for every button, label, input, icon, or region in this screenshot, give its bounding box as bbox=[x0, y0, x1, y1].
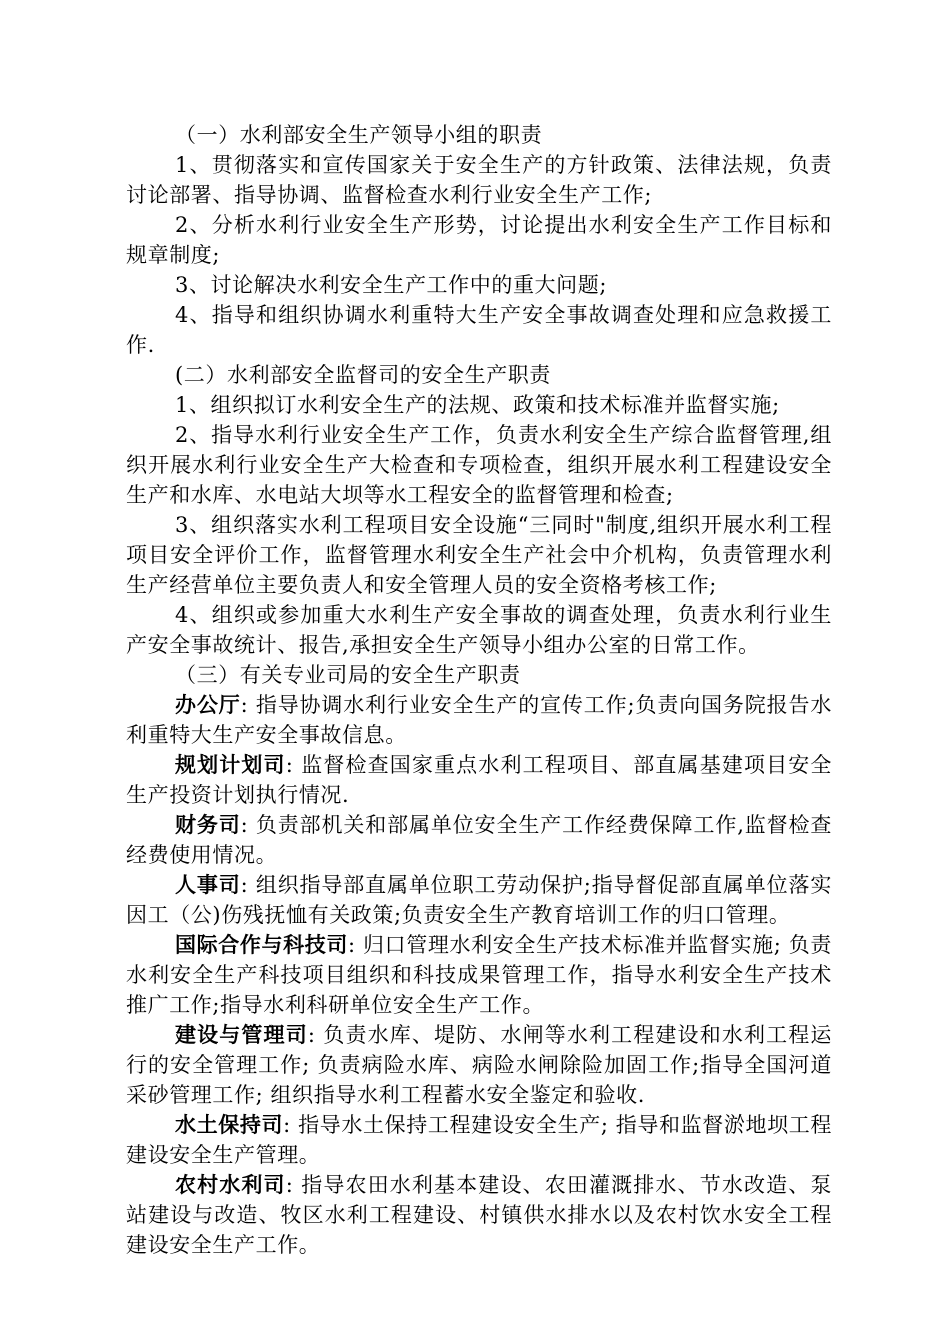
dept-soil-conservation bbox=[126, 1110, 832, 1170]
dept-duties: : 负责水库、堤防、水闸等水利工程建设和水利工程运行的安全管理工作; 负责病险水库、病险水闸除险加固工作;指导全国河道采砂管理工作; 组织指导水利工程蓄水安全鉴定和验收. bbox=[126, 1023, 832, 1107]
dept-duties: : 监督检查国家重点水利工程项目、部直属基建项目安全生产投资计划执行情况. bbox=[126, 753, 832, 807]
dept-name: 建设与管理司 bbox=[175, 1023, 308, 1047]
dept-duties: : 指导协调水利行业安全生产的宣传工作;负责向国务院报告水利重特大生产安全事故信息。 bbox=[126, 693, 832, 747]
dept-duties: : 组织指导部直属单位职工劳动保护;指导督促部直属单位落实因工（公)伤残抚恤有关政策;负责安全生产教育培训工作的归口管理。 bbox=[126, 873, 832, 927]
dept-name: 国际合作与科技司 bbox=[175, 933, 348, 957]
section-2-item-2: 2、指导水利行业安全生产工作，负责水利安全生产综合监督管理,组织开展水利行业安全生产大检查和专项检查，组织开展水利工程建设安全生产和水库、水电站大坝等水工程安全的监督管理和检查; bbox=[126, 423, 832, 507]
dept-office bbox=[126, 690, 832, 750]
section-1-heading: （一）水利部安全生产领导小组的职责 bbox=[175, 123, 543, 147]
dept-duties: : 负责部机关和部属单位安全生产工作经费保障工作,监督检查经费使用情况。 bbox=[126, 813, 832, 867]
dept-planning bbox=[126, 750, 832, 810]
section-1-item-3: 3、讨论解决水利安全生产工作中的重大问题; bbox=[175, 273, 608, 297]
section-1-item-4: 4、指导和组织协调水利重特大生产安全事故调查处理和应急救援工作. bbox=[126, 303, 832, 357]
dept-duties: : 指导农田水利基本建设、农田灌溉排水、节水改造、泵站建设与改造、牧区水利工程建设、村镇供水排水以及农村饮水安全工程建设安全生产工作。 bbox=[126, 1173, 832, 1257]
dept-name: 农村水利司 bbox=[175, 1173, 286, 1197]
dept-name: 财务司 bbox=[175, 813, 241, 837]
dept-personnel bbox=[126, 870, 832, 930]
section-1-item-1: 1、贯彻落实和宣传国家关于安全生产的方针政策、法律法规，负责讨论部署、指导协调、监督检查水利行业安全生产工作; bbox=[126, 153, 832, 207]
dept-duties: : 归口管理水利安全生产技术标准并监督实施; 负责水利安全生产科技项目组织和科技成果管理工作，指导水利安全生产技术推广工作;指导水利科研单位安全生产工作。 bbox=[126, 933, 832, 1017]
dept-rural-water bbox=[126, 1170, 832, 1260]
dept-finance bbox=[126, 810, 832, 870]
section-3-heading: （三）有关专业司局的安全生产职责 bbox=[175, 663, 521, 687]
dept-name: 水土保持司 bbox=[175, 1113, 284, 1137]
section-2-item-3: 3、组织落实水利工程项目安全设施“三同时"制度,组织开展水利工程项目安全评价工作，监督管理水利安全生产社会中介机构，负责管理水利生产经营单位主要负责人和安全管理人员的安全资格考核工作; bbox=[126, 513, 832, 597]
dept-name: 人事司 bbox=[175, 873, 241, 897]
dept-name: 办公厅 bbox=[175, 693, 241, 717]
dept-construction-mgmt bbox=[126, 1020, 832, 1110]
dept-duties: : 指导水土保持工程建设安全生产; 指导和监督淤地坝工程建设安全生产管理。 bbox=[126, 1113, 832, 1167]
section-1-item-2: 2、分析水利行业安全生产形势，讨论提出水利安全生产工作目标和规章制度; bbox=[126, 213, 832, 267]
section-2-heading: (二）水利部安全监督司的安全生产职责 bbox=[175, 363, 551, 387]
section-2-item-4: 4、组织或参加重大水利生产安全事故的调查处理，负责水利行业生产安全事故统计、报告,承担安全生产领导小组办公室的日常工作。 bbox=[126, 603, 832, 657]
dept-intl-sci-tech bbox=[126, 930, 832, 1020]
document-page bbox=[126, 120, 832, 1260]
section-2-item-1: 1、组织拟订水利安全生产的法规、政策和技术标准并监督实施; bbox=[175, 393, 780, 417]
dept-name: 规划计划司 bbox=[175, 753, 286, 777]
